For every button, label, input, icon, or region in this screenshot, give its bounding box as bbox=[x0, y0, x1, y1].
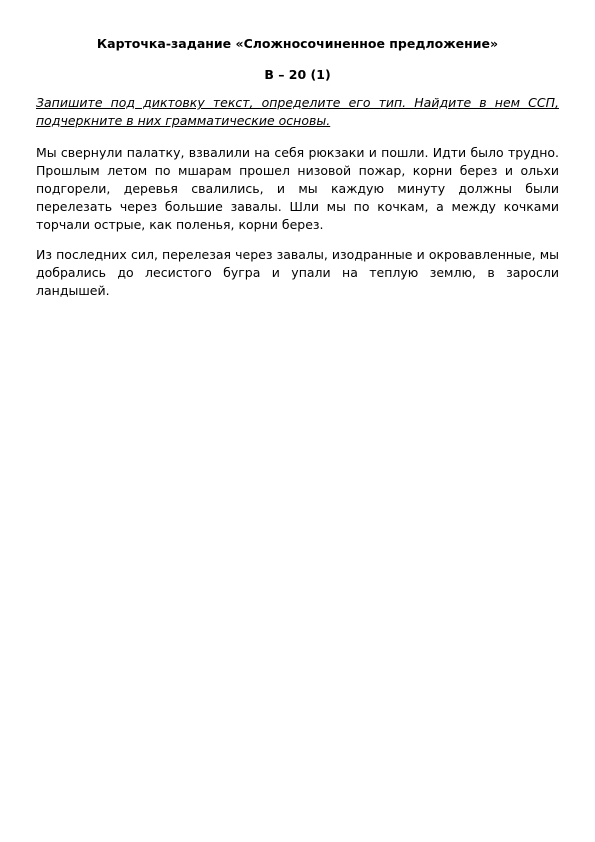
document-title: Карточка-задание «Сложносочиненное предложение» bbox=[96, 36, 499, 51]
document-page bbox=[36, 36, 559, 300]
text-paragraph-2: Из последних сил, перелезая через завалы, изодранные и окровавленные, мы добрались до лесистого бугра и упали на теплую землю, в заросли ландышей. bbox=[36, 247, 559, 298]
task-instruction: Запишите под диктовку текст, определите его тип. Найдите в нем ССП, подчеркните в них грамматические основы. bbox=[36, 95, 559, 128]
variant-label: В – 20 (1) bbox=[264, 67, 331, 82]
text-paragraph-1: Мы свернули палатку, взвалили на себя рюкзаки и пошли. Идти было трудно. Прошлым летом по мшарам прошел низовой пожар, корни берез и ольхи подгорели, деревья свалились, и мы каждую минуту должны были перелезать через большие завалы. Шли мы по кочкам, а между кочками торчали острые, как поленья, корни берез. bbox=[36, 145, 559, 232]
